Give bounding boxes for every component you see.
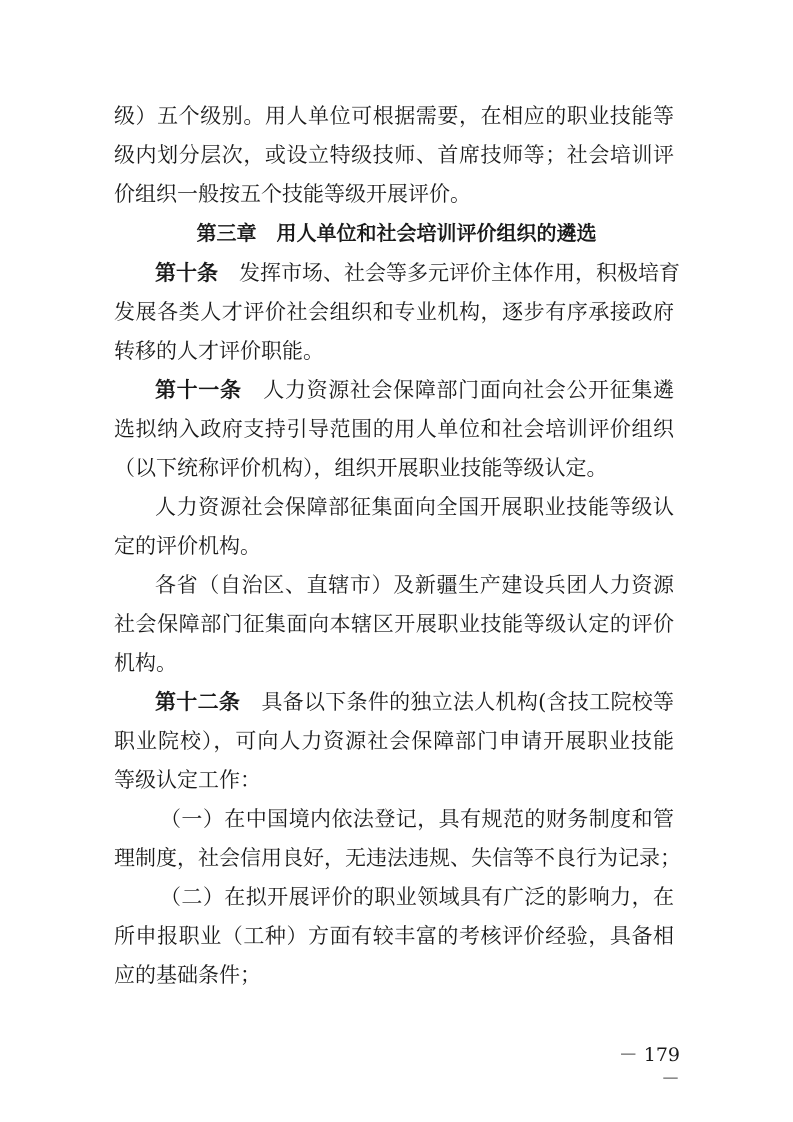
paragraph-line: 社会保障部门征集面向本辖区开展职业技能等级认定的评价: [114, 612, 674, 636]
paragraph-line: 定的评价机构。: [114, 534, 261, 558]
page-number: － 179 －: [618, 1044, 680, 1090]
list-item-line: （二）在拟开展评价的职业领域具有广泛的影响力，在: [160, 885, 674, 909]
chapter-title: 第三章 用人单位和社会培训评价组织的遴选: [196, 221, 597, 245]
paragraph-line: 级内划分层次，或设立特级技师、首席技师等；社会培训评: [114, 143, 674, 167]
paragraph-line: 人力资源社会保障部征集面向全国开展职业技能等级认: [155, 495, 674, 519]
article-12-first-line: [155, 690, 674, 714]
paragraph-line: 价组织一般按五个技能等级开展评价。: [114, 182, 471, 206]
paragraph-line: 发展各类人才评价社会组织和专业机构，逐步有序承接政府: [114, 300, 674, 324]
list-item-line: （一）在中国境内依法登记，具有规范的财务制度和管: [160, 807, 674, 831]
article-11-text: 人力资源社会保障部门面向社会公开征集遴: [263, 378, 675, 402]
paragraph-line: 级）五个级别。用人单位可根据需要，在相应的职业技能等: [114, 104, 674, 128]
list-item-line: 理制度，社会信用良好，无违法违规、失信等不良行为记录；: [114, 846, 681, 870]
paragraph-line: 等级认定工作：: [114, 768, 261, 792]
article-11-label: 第十一条: [155, 378, 242, 402]
article-12-text: 具备以下条件的独立法人机构(含技工院校等: [261, 690, 675, 714]
paragraph-line: 转移的人才评价职能。: [114, 339, 324, 363]
article-12-label: 第十二条: [155, 690, 241, 714]
paragraph-line: 各省（自治区、直辖市）及新疆生产建设兵团人力资源: [155, 573, 674, 597]
list-item-line: 应的基础条件；: [114, 963, 261, 987]
list-item-line: 所申报职业（工种）方面有较丰富的考核评价经验，具备相: [114, 924, 674, 948]
paragraph-line: 选拟纳入政府支持引导范围的用人单位和社会培训评价组织: [114, 417, 674, 441]
article-11-first-line: [155, 378, 674, 402]
article-10-label: 第十条: [155, 261, 218, 285]
article-10-first-line: [155, 261, 680, 285]
article-10-text: 发挥市场、社会等多元评价主体作用，积极培育: [239, 261, 680, 285]
paragraph-line: （以下统称评价机构），组织开展职业技能等级认定。: [114, 456, 608, 480]
paragraph-line: 机构。: [114, 651, 177, 675]
paragraph-line: 职业院校），可向人力资源社会保障部门申请开展职业技能: [114, 729, 674, 753]
